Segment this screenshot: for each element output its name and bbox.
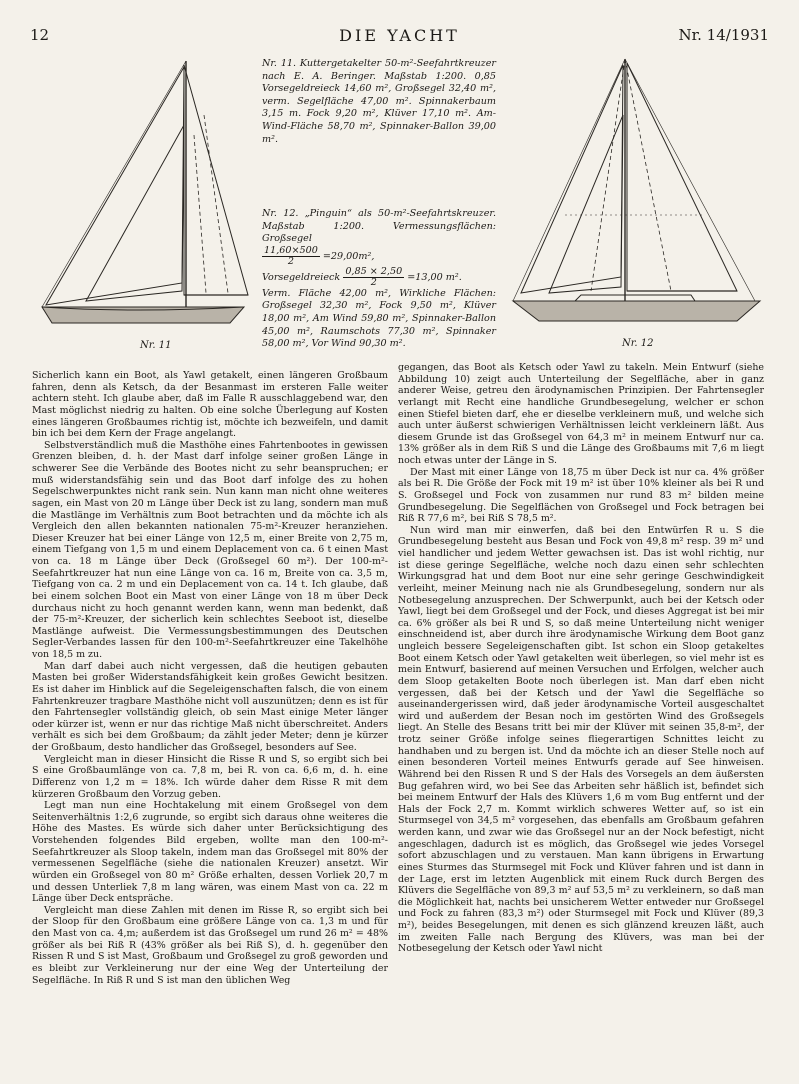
right-paragraph-3: Nun wird man mir einwerfen, daß bei den Entwürfen R u. S die Grundbesegelung besteht aus Besan und Fock von 49,8 m² resp. 39 m² und viel handlicher und jedem Wetter gewachsen ist. Das ist wohl richtig, nur ist diese geringe Segelfläche, welche noch dazu einen sehr schlechten Wirkungsgrad hat und dem Boot nur eine sehr geringe Geschwindigkeit verleiht, meiner Meinung nach nie als Grundbesegelung, sondern nur als Notbesegelung anzusprechen. Der Schwerpunkt, auch bei der Ketsch oder Yawl, liegt bei dem Großsegel und der Fock, und dieses Aggregat ist bei mir ca. 6% größer als bei R und S, so daß meine Unterteilung nicht weniger einschneidend ist, aber durch ihre ärodynamische Wirkung dem Boot ganz ungleich bessere Segeleigenschaften gibt. Ist schon ein Sloop getakeltes Boot einem Ketsch oder Yawl getakelten weit überlegen, so viel mehr ist es mein Entwurf, basierend auf meinen Versuchen und Erfolgen, welcher auch dem Sloop getakelten Boote noch überlegen ist. Man darf eben nicht vergessen, daß bei der Ketsch und der Yawl die Segelfläche so auseinandergerissen wird, daß jeder ärodynamische Vorteil ausgeschaltet wird und außerdem der Besan noch im gestörten Wind des Großsegels liegt. An Stelle des Besans tritt bei mir der Klüver mit seinen 35,8-m², der trotz seiner Größe infolge seines fliegerartigen Schnittes leicht zu handhaben und zu bergen ist. Und da möchte ich an dieser Stelle noch auf einen besonderen Vorteil meines Entwurfs gerade auf See hinweisen. Während bei den Rissen R und S der Hals des Vorsegels an dem äußersten Bug gefahren wird, wo bei See das Arbeiten sehr häßlich ist, befindet sich bei meinem Entwurf der Hals des Klüvers 1,6 m vom Bug entfernt und der Hals der Fock 2,7 m. Kommt wirklich schweres Wetter auf, so ist ein Sturmsegel von 34,5 m² vorgesehen, das ebenfalls am Großbaum gefahren werden kann, und zwar wie das Großsegel nur an der Nock befestigt, nicht angeschlagen, dadurch ist es möglich, das Großsegel wie jedes Vorsegel sofort abzuschlagen und zu verstauen. Man kann übrigens in Erwartung eines Sturmes das Sturmsegel mit Fock und Klüver fahren und ist dann in der Lage, erst im letzten Augenblick mit einem Ruck durch Bergen des Klüvers die Segelfläche von 89,3 m² auf 53,5 m² zu verkleinern, so daß man die Möglichkeit hat, nachts bei unsicherem Wetter entweder nur Großsegel und Fock zu fahren (83,3 m²) oder Sturmsegel mit Fock und Klüver (89,3 m²), beides Besegelungen, mit denen es sich glänzend kreuzen läßt, auch im zweiten Falle nach Bergung des Klüvers, was man bei der Notbesegelung der Ketsch oder Yawl nicht bbox=[398, 524, 764, 955]
left-paragraph-4: Vergleicht man in dieser Hinsicht die Risse R und S, so ergibt sich bei S eine Großbaumlänge von ca. 7,8 m, bei R. von ca. 6,6 m, d. h. eine Differenz von 1,2 m = 18%. Ich würde daher dem Risse R mit dem kürzeren Großbaum den Vorzug geben. bbox=[32, 753, 388, 800]
caption-nr-12-rest: Verm. Fläche 42,00 m², Wirkliche Flächen: Großsegel 32,30 m², Fock 9,50 m², Klüver 18,00 m², Am Wind 59,80 m², Spinnaker-Ballon 45,00 m², Raumschots 77,30 m², Spinnaker 58,00 m², Vor Wind 90,30 m². bbox=[262, 287, 496, 350]
left-text-column bbox=[32, 370, 388, 1062]
figure-label-nr-11: Nr. 11 bbox=[140, 340, 172, 351]
caption-nr-12-intro: Nr. 12. „Pinguin“ als 50-m²-Seefahrtskreuzer. Maßstab 1:200. Vermessungsflächen: Großsegel bbox=[262, 208, 496, 245]
gross-numerator: 11,60×500 bbox=[264, 244, 318, 256]
sailplan-12-drawing bbox=[505, 55, 770, 335]
figure-label-nr-12: Nr. 12 bbox=[622, 338, 654, 349]
gross-result: =29,00m², bbox=[322, 250, 375, 262]
vorsegel-numerator: 0,85 × 2,50 bbox=[345, 265, 403, 277]
page-header bbox=[30, 26, 769, 48]
right-text-column bbox=[398, 362, 764, 1062]
sailplan-11-drawing bbox=[34, 55, 254, 335]
figure-nr-12 bbox=[505, 55, 770, 335]
vorsegel-label: Vorsegeldreieck bbox=[262, 271, 341, 283]
caption-nr-11 bbox=[262, 58, 496, 146]
left-paragraph-5: Legt man nun eine Hochtakelung mit einem Großsegel von dem Seitenverhältnis 1:2,6 zugrunde, so ergibt sich daraus ohne weiteres die Höhe des Mastes. Es würde sich daher unter Berücksichtigung des Vorstehenden folgendes Bild ergeben, wollte man den 100-m²-Seefahrtkreuzer als Sloop takeln, indem man das Großsegel mit 80% der vermessenen Segelfläche (siehe die nationalen Kreuzer) ansetzt. Wir würden ein Großsegel von 80 m² Größe erhalten, dessen Vorliek 20,7 m und dessen Unterliek 7,8 m lang wären, was einem Mast von ca. 22 m Länge über Deck entspräche. bbox=[32, 800, 388, 905]
gross-denominator: 2 bbox=[287, 255, 294, 267]
gross-fraction bbox=[262, 246, 320, 267]
caption-nr-12 bbox=[262, 208, 496, 351]
issue-number: Nr. 14/1931 bbox=[678, 26, 769, 44]
page-number: 12 bbox=[30, 26, 50, 44]
caption-nr-12-vorsegel bbox=[262, 267, 496, 288]
right-paragraph-1: gegangen, das Boot als Ketsch oder Yawl zu takeln. Mein Entwurf (siehe Abbildung 10) zeigt auch Unterteilung der Segelfläche, aber in ganz anderer Weise, getreu den ärodynamischen Prinzipien. Der Fahrtensegler verlangt mit Recht eine handliche Grundbesegelung, welcher er schon einen Stiefel bieten darf, ehe er dieselbe verkleinern muß, und welche sich auch unter äußerst schwierigen Verhältnissen leicht verkleinern läßt. Aus diesem Grunde ist das Großsegel von 64,3 m² in meinem Entwurf nur ca. 13% größer als in dem Riß S und die Länge des Großbaums mit 7,6 m liegt noch etwas unter der Länge in S. bbox=[398, 362, 764, 466]
figure-nr-11 bbox=[34, 55, 254, 335]
journal-title: DIE YACHT bbox=[339, 26, 460, 45]
left-paragraph-1: Sicherlich kann ein Boot, als Yawl getakelt, einen längeren Großbaum fahren, denn als Ketsch, da der Besanmast im ersteren Falle weiter achtern steht. Ich glaube aber, daß im Falle R ausschlaggebend war, den Mast möglichst niedrig zu halten. Ob eine solche Überlegung auf Kosten eines längeren Großbaumes richtig ist, möchte ich bezweifeln, und damit bin ich bei dem Kern der Frage angelangt. bbox=[32, 370, 388, 440]
caption-nr-12-gross bbox=[262, 246, 496, 267]
vorsegel-result: =13,00 m². bbox=[407, 271, 462, 283]
right-paragraph-2: Der Mast mit einer Länge von 18,75 m über Deck ist nur ca. 4% größer als bei R. Die Größe der Fock mit 19 m² ist über 10% kleiner als bei R und S. Großsegel und Fock von zusammen nur rund 83 m² bilden meine Grundbesegelung. Die Segelflächen von Großsegel und Fock betragen bei Riß R 77,6 m², bei Riß S 78,5 m². bbox=[398, 466, 764, 525]
left-paragraph-3: Man darf dabei auch nicht vergessen, daß die heutigen gebauten Masten bei großer Widerstandsfähigkeit kein großes Gewicht besitzen. Es ist daher im Hinblick auf die Segeleigenschaften falsch, die von einem Fahrtenkreuzer tragbare Masthöhe nicht voll auszunützen; denn es ist für den Fahrtensegler vollständig gleich, ob sein Mast einige Meter länger oder kürzer ist, wenn er nur das richtige Maß nicht überschreitet. Anders verhält es sich bei dem Großbaum; da zählt jeder Meter; denn je kürzer der Großbaum, desto handlicher das Großsegel, besonders auf See. bbox=[32, 660, 388, 753]
left-paragraph-6: Vergleicht man diese Zahlen mit denen im Risse R, so ergibt sich bei der Sloop für den Großbaum eine größere Länge von ca. 1,3 m und für den Mast von ca. 4,m; außerdem ist das Großsegel um rund 26 m² = 48% größer als bei Riß R (43% größer als bei Riß S), d. h. gegenüber den Rissen R und S ist Mast, Großbaum und Großsegel zu groß geworden und es bleibt zur Verkleinerung nur der eine Weg der Unterteilung der Segelfläche. In Riß R und S ist man den üblichen Weg bbox=[32, 904, 388, 986]
caption-nr-11-text: Nr. 11. Kuttergetakelter 50-m²-Seefahrtkreuzer nach E. A. Beringer. Maßstab 1:200. 0,85 Vorsegeldreieck 14,60 m², Großsegel 32,40 m², verm. Segelfläche 47,00 m². Spinnakerbaum 3,15 m. Fock 9,20 m², Klüver 17,10 m². Am-Wind-Fläche 58,70 m², Spinnaker-Ballon 39,00 m². bbox=[262, 58, 496, 145]
vorsegel-fraction bbox=[343, 267, 404, 288]
vorsegel-denominator: 2 bbox=[370, 276, 377, 288]
left-paragraph-2: Selbstverständlich muß die Masthöhe eines Fahrtenbootes in gewissen Grenzen bleiben, d. h. der Mast darf infolge seiner großen Länge in schwerer See die Verbände des Bootes nicht zu sehr beanspruchen; er muß widerstandsfähig sein und das Boot darf infolge des zu hohen Segelschwerpunktes nicht rank sein. Nun kann man nicht ohne weiteres sagen, ein Mast von 20 m Länge über Deck ist zu lang, sondern man muß die Mastlänge im Verhältnis zum Boot betrachten und da möchte ich als Vergleich den allen bekannten nationalen 75-m²-Kreuzer heranziehen. Dieser Kreuzer hat bei einer Länge von 12,5 m, einer Breite von 2,75 m, einem Tiefgang von 1,5 m und einem Deplacement von ca. 6 t einen Mast von ca. 18 m Länge über Deck (Großsegel 60 m²). Der 100-m²-Seefahrtkreuzer hat nun eine Länge von ca. 16 m, Breite von ca. 3,5 m, Tiefgang von ca. 2 m und ein Deplacement von ca. 14 t. Ich glaube, daß bei einem solchen Boot ein Mast von einer Länge von 18 m über Deck durchaus nicht zu hoch genannt werden kann, wenn man bedenkt, daß der 75-m²-Kreuzer, der sicherlich kein schlechtes Seeboot ist, dieselbe Mastlänge aufweist. Die Vermessungsbestimmungen des Deutschen Segler-Verbandes lassen für den 100-m²-Seefahrtkreuzer eine Takelhöhe von 18,5 m zu. bbox=[32, 439, 388, 660]
